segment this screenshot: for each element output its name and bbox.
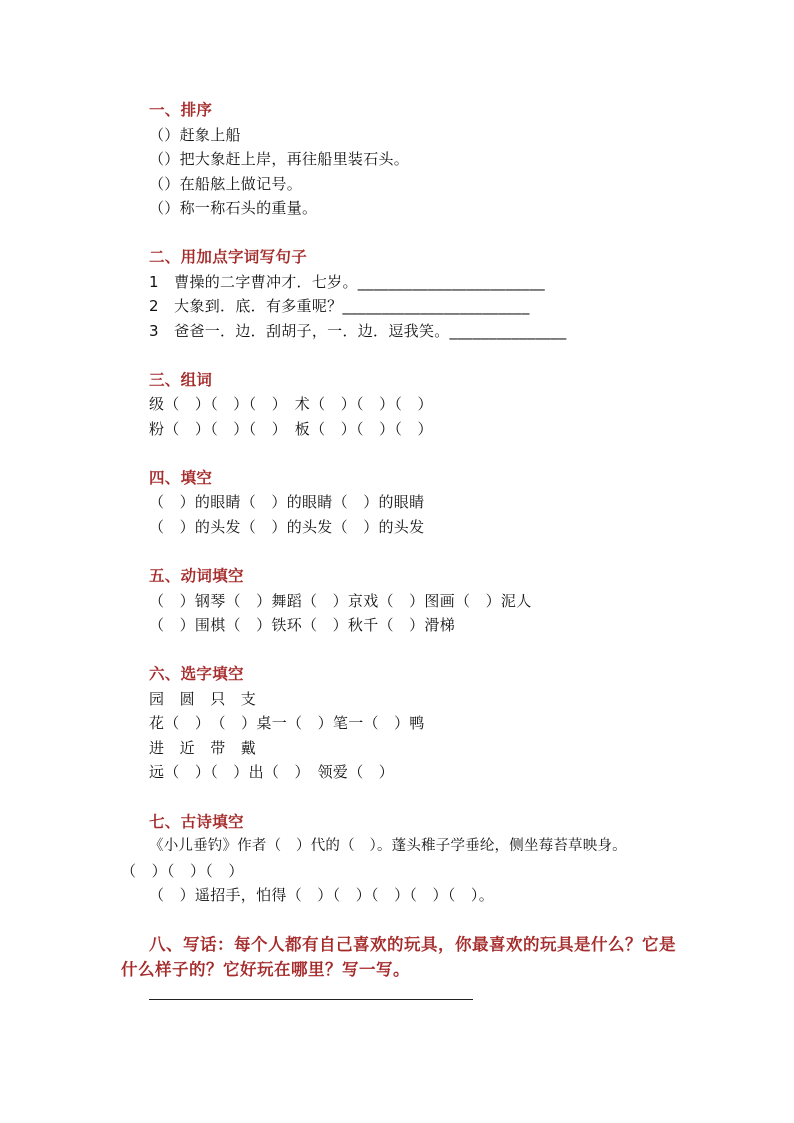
section-1-line-4: （）称一称石头的重量。 (149, 199, 318, 217)
section-2-line-1: 1 曹操的二字曹冲才．七岁。________________________ (149, 273, 545, 291)
section-1-line-3: （）在船舷上做记号。 (149, 175, 303, 193)
section-5-line-2: （ ）围棋（ ）铁环（ ）秋千（ ）滑梯 (149, 616, 456, 634)
section-7-heading: 七、古诗填空 (149, 813, 244, 831)
section-4-heading: 四、填空 (149, 469, 213, 487)
section-7-line-2: （ ）（ ）（ ） (121, 862, 244, 880)
section-4-line-2: （ ）的头发（ ）的头发（ ）的头发 (149, 518, 425, 536)
answer-line (149, 999, 473, 1000)
section-6-line-4: 远（ ）（ ）出（ ） 领爱（ ） (149, 763, 395, 781)
section-7-line-1: 《小儿垂钓》作者（ ）代的（ ）。蓬头稚子学垂纶，侧坐莓苔草映身。 (149, 838, 627, 854)
section-3-line-2: 粉（ ）（ ）（ ） 板（ ）（ ）（ ） (149, 420, 433, 438)
section-1-line-1: （）赶象上船 (149, 126, 241, 144)
section-2-heading: 二、用加点字词写句子 (149, 248, 308, 266)
section-4-line-1: （ ）的眼睛（ ）的眼睛（ ）的眼睛 (149, 493, 425, 511)
section-3-line-1: 级（ ）（ ）（ ） 术（ ）（ ）（ ） (149, 395, 433, 413)
section-8-prompt-line-2: 什么样子的？它好玩在哪里？写一写。 (121, 960, 410, 979)
section-7-line-3: （ ）遥招手，怕得（ ）（ ）（ ）（ ）（ ）。 (149, 886, 495, 904)
section-5-heading: 五、动词填空 (149, 567, 244, 585)
section-6-line-2: 花（ ） （ ）桌一（ ）笔一（ ）鸭 (149, 714, 425, 732)
section-2-line-2: 2 大象到．底．有多重呢？________________________ (149, 297, 530, 315)
section-5-line-1: （ ）钢琴（ ）舞蹈（ ）京戏（ ）图画（ ）泥人 (149, 592, 532, 610)
section-6-heading: 六、选字填空 (149, 665, 244, 683)
section-1-line-2: （）把大象赶上岸，再往船里装石头。 (149, 150, 410, 168)
section-8-prompt-line-1: 八、写话：每个人都有自己喜欢的玩具，你最喜欢的玩具是什么？它是 (149, 935, 676, 954)
section-6-line-3: 进 近 带 戴 (149, 739, 257, 757)
section-3-heading: 三、组词 (149, 371, 213, 389)
section-6-line-1: 园 圆 只 支 (149, 690, 257, 708)
section-2-line-3: 3 爸爸一．边．刮胡子，一．边．逗我笑。_______________ (149, 322, 567, 340)
section-1-heading: 一、排序 (149, 101, 213, 119)
